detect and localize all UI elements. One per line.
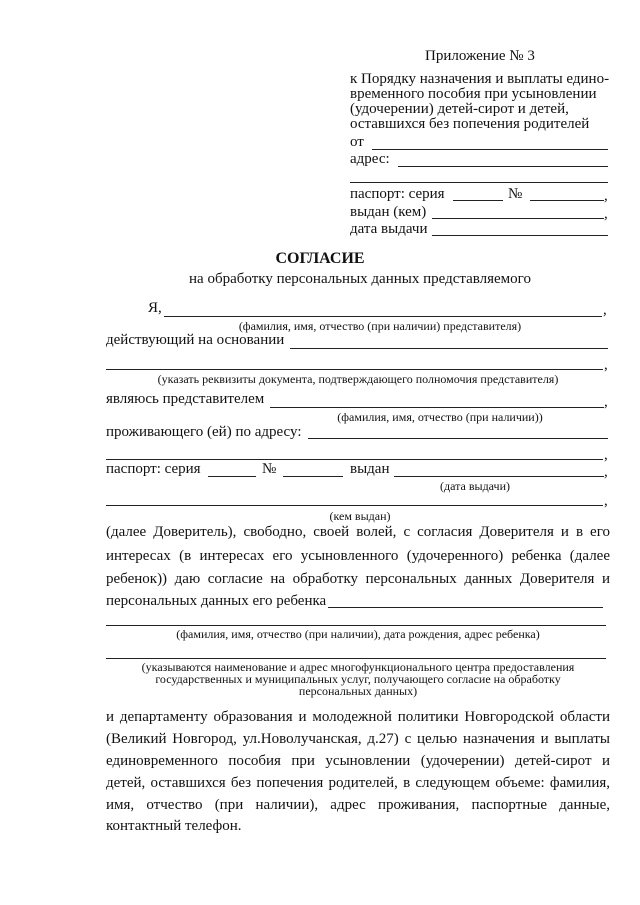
final-line-6: контактный телефон. [106,818,242,834]
comma: , [604,493,608,509]
document-title: СОГЛАСИЕ [275,250,365,267]
appendix-number: Приложение № 3 [425,48,535,64]
final-line-5: имя, отчество (при наличии), адрес проживания, паспортные данные, [106,797,610,813]
passport-series-field[interactable] [208,476,256,477]
ref-line-2: временного пособия при усыновлении [350,86,597,102]
hint-fio: (фамилия, имя, отчество (при наличии)) [337,410,543,424]
header-number-label: № [508,186,523,202]
ref-line-4: оставшихся без попечения родителей [350,116,590,132]
passport-issued-by-field[interactable] [106,505,603,506]
comma: , [604,188,608,204]
hint-center-2: государственных и муниципальных услуг, получающего согласие на обработку [155,672,561,686]
address-label: адрес: [350,151,390,167]
hint-child: (фамилия, имя, отчество (при наличии), дата рождения, адрес ребенка) [176,627,540,641]
issued-label: выдан [350,461,390,477]
document-details-field[interactable] [106,369,603,370]
residence-address-field-2[interactable] [106,459,603,460]
final-line-3: единовременного пособия при усыновлении (удочерении) детей-сирот и [106,753,610,769]
ref-line-1: к Порядку назначения и выплаты едино- [350,71,610,87]
i-label: Я, [148,300,162,316]
document-subtitle: на обработку персональных данных представляемого [189,271,531,287]
header-issue-date-field[interactable] [432,235,608,236]
residence-address-field[interactable] [308,438,608,439]
comma: , [604,206,608,222]
number-label: № [262,461,277,477]
hint-center-1: (указываются наименование и адрес многофункционального центра предоставления [141,660,575,674]
header-issued-by-label: выдан (кем) [350,204,427,220]
final-line-1: и департаменту образования и молодежной политики Новгородской области [106,709,610,725]
residing-label: проживающего (ей) по адресу: [106,424,302,440]
hint-document: (указать реквизиты документа, подтверждающего полномочия представителя) [157,372,559,386]
address-field[interactable] [398,166,608,167]
represented-fio-field[interactable] [270,407,604,408]
hint-center-3: персональных данных) [298,684,418,698]
header-issue-date-label: дата выдачи [350,221,428,237]
comma: , [604,357,608,373]
header-passport-series-field[interactable] [453,200,503,201]
address-field-2[interactable] [350,182,608,183]
passport-number-field[interactable] [283,476,343,477]
comma: , [604,447,608,463]
hint-issued-by: (кем выдан) [329,509,391,523]
acting-label: действующий на основании [106,332,285,348]
comma-issued: , [604,464,608,480]
child-data-label: персональных данных его ребенка [106,593,327,609]
header-passport-number-field[interactable] [530,200,604,201]
hint-issue-date: (дата выдачи) [440,479,510,493]
passport-series-label: паспорт: серия [106,461,201,477]
acting-basis-field[interactable] [290,348,608,349]
from-field[interactable] [372,149,608,150]
child-data-field[interactable] [328,607,603,608]
body-line-2: интересах (в интересах его усыновленного (удочеренного) ребенка (далее [106,548,610,564]
hint-fio-representative: (фамилия, имя, отчество (при наличии) представителя) [238,319,522,333]
final-line-2: (Великий Новгород, ул.Новолучанская, д.27) с целью назначения и выплаты [106,731,610,747]
final-line-4: детей, оставшихся без попечения родителей, в следующем объеме: фамилия, [106,775,610,791]
child-details-field[interactable] [106,625,606,626]
center-field[interactable] [106,658,606,659]
from-label: от [350,134,364,150]
comma: , [603,302,607,318]
body-line-1: (далее Доверитель), свободно, своей волей, с согласия Доверителя и в его [106,524,610,540]
representative-fio-field[interactable] [164,316,602,317]
passport-issue-date-field[interactable] [394,476,604,477]
header-issued-by-field[interactable] [432,218,604,219]
header-passport-series-label: паспорт: серия [350,186,445,202]
body-line-3: ребенок)) даю согласие на обработку персональных данных Доверителя и [106,571,610,587]
comma: , [604,394,608,410]
ref-line-3: (удочерении) детей-сирот и детей, [350,101,569,117]
representative-label: являюсь представителем [106,391,265,407]
